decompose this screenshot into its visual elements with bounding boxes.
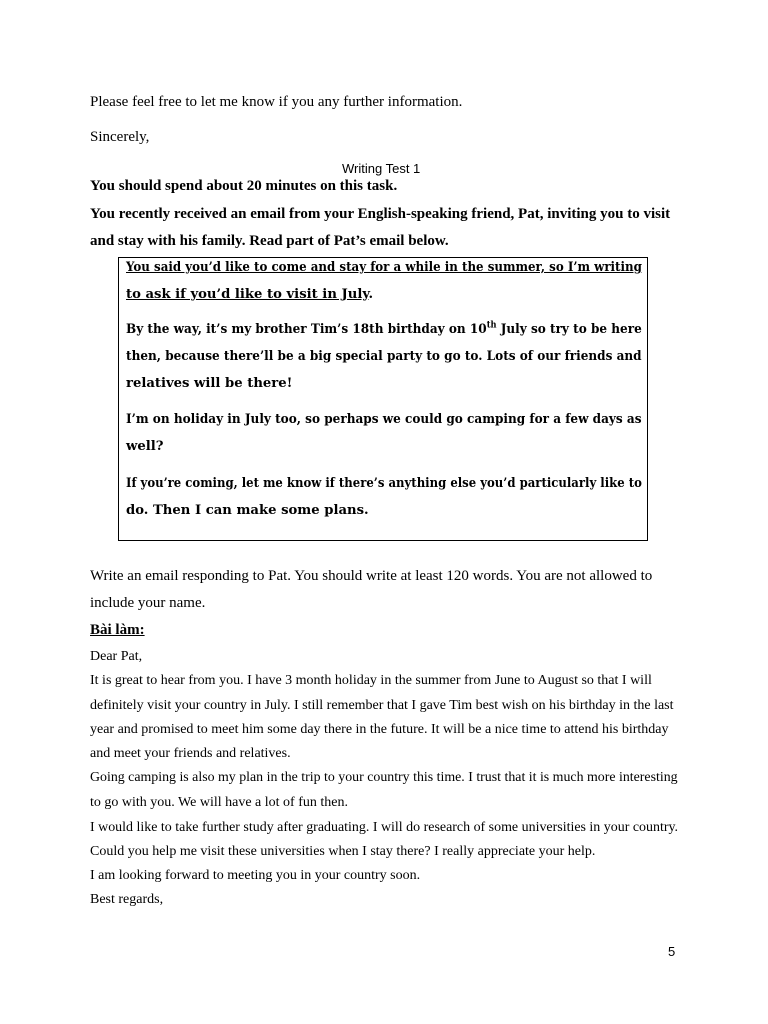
answer-line: Going camping is also my plan in the trip to your country this time. I trust that it is much more interesting [90, 770, 678, 785]
answer-line: Dear Pat, [90, 649, 143, 664]
closing-line: Please feel free to let me know if you any further information. [90, 94, 463, 110]
email-p2-line3: relatives will be there! [126, 376, 293, 391]
test-title: Writing Test 1 [342, 161, 421, 176]
answer-line: I would like to take further study after graduating. I will do research of some universities in your country. [90, 820, 679, 835]
prompt-line-2: and stay with his family. Read part of Pat’s email below. [90, 233, 449, 249]
sign-off: Sincerely, [90, 129, 150, 145]
email-p2-line2: then, because there’ll be a big special party to go to. Lots of our friends and [126, 349, 642, 364]
email-p3-line1: I’m on holiday in July too, so perhaps we could go camping for a few days as [126, 412, 642, 427]
answer-heading: Bài làm: [90, 622, 145, 638]
email-p4-line2: do. Then I can make some plans. [126, 503, 369, 518]
answer-line: I am looking forward to meeting you in your country soon. [90, 868, 421, 883]
page-number: 5 [668, 944, 676, 959]
answer-line: and meet your friends and relatives. [90, 746, 291, 761]
answer-line: year and promised to meet him some day there in the future. It will be a nice time to attend his birthday [90, 722, 669, 737]
email-p4-line1: If you’re coming, let me know if there’s anything else you’d particularly like to [126, 476, 642, 491]
time-instruction: You should spend about 20 minutes on this task. [90, 178, 398, 194]
task-line-2: include your name. [90, 595, 206, 611]
task-line-1: Write an email responding to Pat. You should write at least 120 words. You are not allowed to [90, 568, 653, 584]
email-excerpt-box [118, 257, 648, 541]
answer-line: to go with you. We will have a lot of fun then. [90, 795, 348, 810]
prompt-line-1: You recently received an email from your English-speaking friend, Pat, inviting you to visit [90, 206, 671, 222]
answer-line: Best regards, [90, 892, 164, 907]
answer-line: definitely visit your country in July. I still remember that I gave Tim best wish on his birthday in the last [90, 698, 674, 713]
email-p2-line1: By the way, it’s my brother Tim’s 18th birthday on 10th July so try to be here [126, 320, 642, 337]
email-p1-line2: to ask if you’d like to visit in July. [126, 287, 374, 302]
answer-line: Could you help me visit these universities when I stay there? I really appreciate your help. [90, 844, 596, 859]
email-p1-line1: You said you’d like to come and stay for a while in the summer, so I’m writing [126, 260, 642, 275]
email-p3-line2: well? [126, 439, 164, 454]
answer-line: It is great to hear from you. I have 3 month holiday in the summer from June to August so that I will [90, 673, 652, 688]
